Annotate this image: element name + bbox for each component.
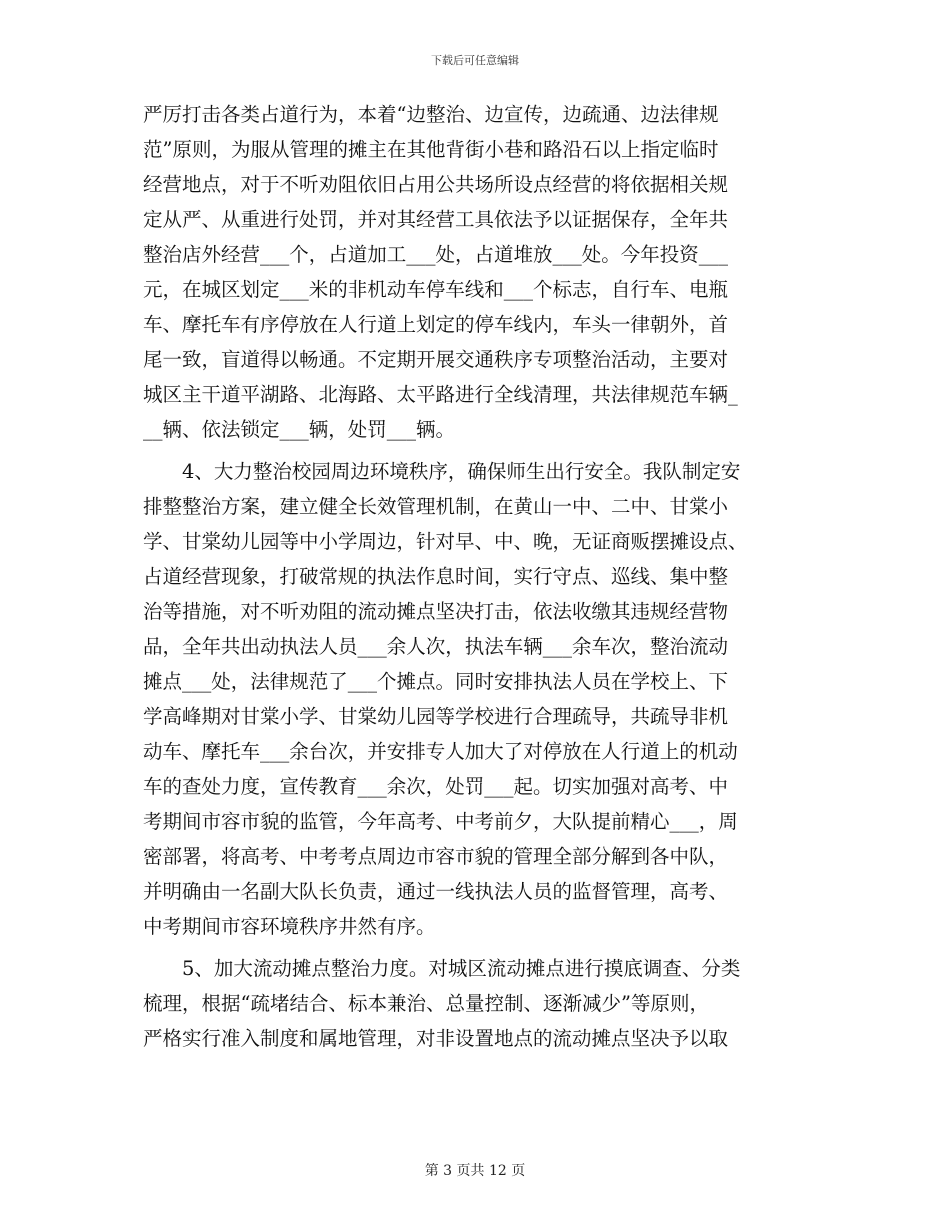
text-line: 中考期间市容环境秩序井然有序。 [143,915,436,938]
text-line: 严格实行准入制度和属地管理，对非设置地点的流动摊点坚决予以取 [143,1027,729,1050]
text-line: 品，全年共出动执法人员___余人次，执法车辆___余车次，整治流动 [143,635,729,658]
text-line: 占道经营现象，打破常规的执法作息时间，实行守点、巡线、集中整 [143,565,729,588]
text-line: 梳理，根据“疏堵结合、标本兼治、总量控制、逐渐减少”等原则， [143,992,709,1015]
text-line: 城区主干道平湖路、北海路、太平路进行全线清理，共法律规范车辆_ [143,383,738,406]
text-line: 摊点___处，法律规范了___个摊点。同时安排执法人员在学校上、下 [143,670,729,693]
document-body [143,97,808,1056]
text-line: 密部署，将高考、中考考点周边市容市貌的管理全部分解到各中队， [143,845,729,868]
text-line: 考期间市容市貌的监管，今年高考、中考前夕，大队提前精心___，周 [143,810,738,833]
paragraph [143,454,808,944]
text-line: 整治店外经营___个，占道加工___处，占道堆放___处。今年投资___ [143,243,729,266]
text-line: 范”原则，为服从管理的摊主在其他背街小巷和路沿石以上指定临时 [143,138,719,161]
paragraph [143,97,808,447]
text-line: 学、甘棠幼儿园等中小学周边，针对早、中、晚，无证商贩摆摊设点、 [143,530,748,553]
text-line: 车的查处力度，宣传教育___余次，处罚___起。切实加强对高考、中 [143,775,729,798]
text-line: 动车、摩托车___余台次，并安排专人加大了对停放在人行道上的机动 [143,740,738,763]
paragraph-gap [143,447,808,454]
text-line: 治等措施，对不听劝阻的流动摊点坚决打击，依法收缴其违规经营物 [143,600,729,623]
paragraph [143,951,808,1056]
page-header: 下载后可任意编辑 [431,54,519,67]
page-number: 第 3 页共 12 页 [424,1163,526,1179]
text-line: 学高峰期对甘棠小学、甘棠幼儿园等学校进行合理疏导，共疏导非机 [143,705,729,728]
text-line: 定从严、从重进行处罚，并对其经营工具依法予以证据保存，全年共 [143,208,729,231]
text-line: 严厉打击各类占道行为，本着“边整治、边宣传，边疏通、边法律规 [143,103,719,126]
text-line: 5、加大流动摊点整治力度。对城区流动摊点进行摸底调查、分类 [182,957,741,980]
text-line: 尾一致，盲道得以畅通。不定期开展交通秩序专项整治活动，主要对 [143,348,729,371]
text-line: 经营地点，对于不听劝阻依旧占用公共场所设点经营的将依据相关规 [143,173,729,196]
paragraph-gap [143,944,808,951]
text-line: 并明确由一名副大队长负责，通过一线执法人员的监督管理，高考、 [143,880,729,903]
text-line: __辆、依法锁定___辆，处罚___辆。 [143,418,456,441]
text-line: 排整整治方案，建立健全长效管理机制，在黄山一中、二中、甘棠小 [143,495,729,518]
text-line: 元，在城区划定___米的非机动车停车线和___个标志，自行车、电瓶 [143,278,729,301]
text-line: 4、大力整治校园周边环境秩序，确保师生出行安全。我队制定安 [182,460,741,483]
text-line: 车、摩托车有序停放在人行道上划定的停车线内，车头一律朝外，首 [143,313,729,336]
